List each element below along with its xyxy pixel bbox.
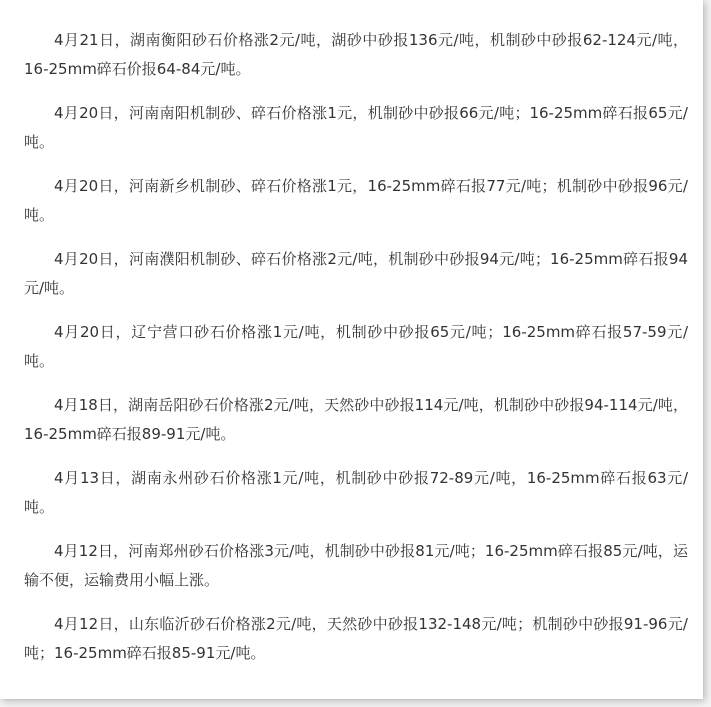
price-update-paragraph: 4月18日，湖南岳阳砂石价格涨2元/吨，天然砂中砂报114元/吨，机制砂中砂报94-114元/吨，16-25mm碎石报89-91元/吨。 — [24, 396, 688, 443]
price-update-paragraph: 4月12日，河南郑州砂石价格涨3元/吨，机制砂中砂报81元/吨；16-25mm碎石报85元/吨，运输不便，运输费用小幅上涨。 — [24, 542, 688, 589]
price-update-list — [24, 26, 688, 683]
price-update-paragraph: 4月13日，湖南永州砂石价格涨1元/吨，机制砂中砂报72-89元/吨，16-25mm碎石报63元/吨。 — [24, 469, 688, 516]
price-update-paragraph: 4月12日，山东临沂砂石价格涨2元/吨，天然砂中砂报132-148元/吨；机制砂中砂报91-96元/吨；16-25mm碎石报85-91元/吨。 — [24, 615, 688, 662]
price-update-paragraph: 4月21日，湖南衡阳砂石价格涨2元/吨，湖砂中砂报136元/吨，机制砂中砂报62-124元/吨，16-25mm碎石价报64-84元/吨。 — [24, 31, 688, 78]
price-update-paragraph: 4月20日，河南南阳机制砂、碎石价格涨1元，机制砂中砂报66元/吨；16-25mm碎石报65元/吨。 — [24, 104, 688, 151]
price-update-paragraph: 4月20日，河南新乡机制砂、碎石价格涨1元，16-25mm碎石报77元/吨；机制砂中砂报96元/吨。 — [24, 177, 688, 224]
price-update-paragraph: 4月20日，河南濮阳机制砂、碎石价格涨2元/吨，机制砂中砂报94元/吨；16-25mm碎石报94元/吨。 — [24, 250, 688, 297]
price-update-paragraph: 4月20日，辽宁营口砂石价格涨1元/吨，机制砂中砂报65元/吨；16-25mm碎石报57-59元/吨。 — [24, 323, 688, 370]
